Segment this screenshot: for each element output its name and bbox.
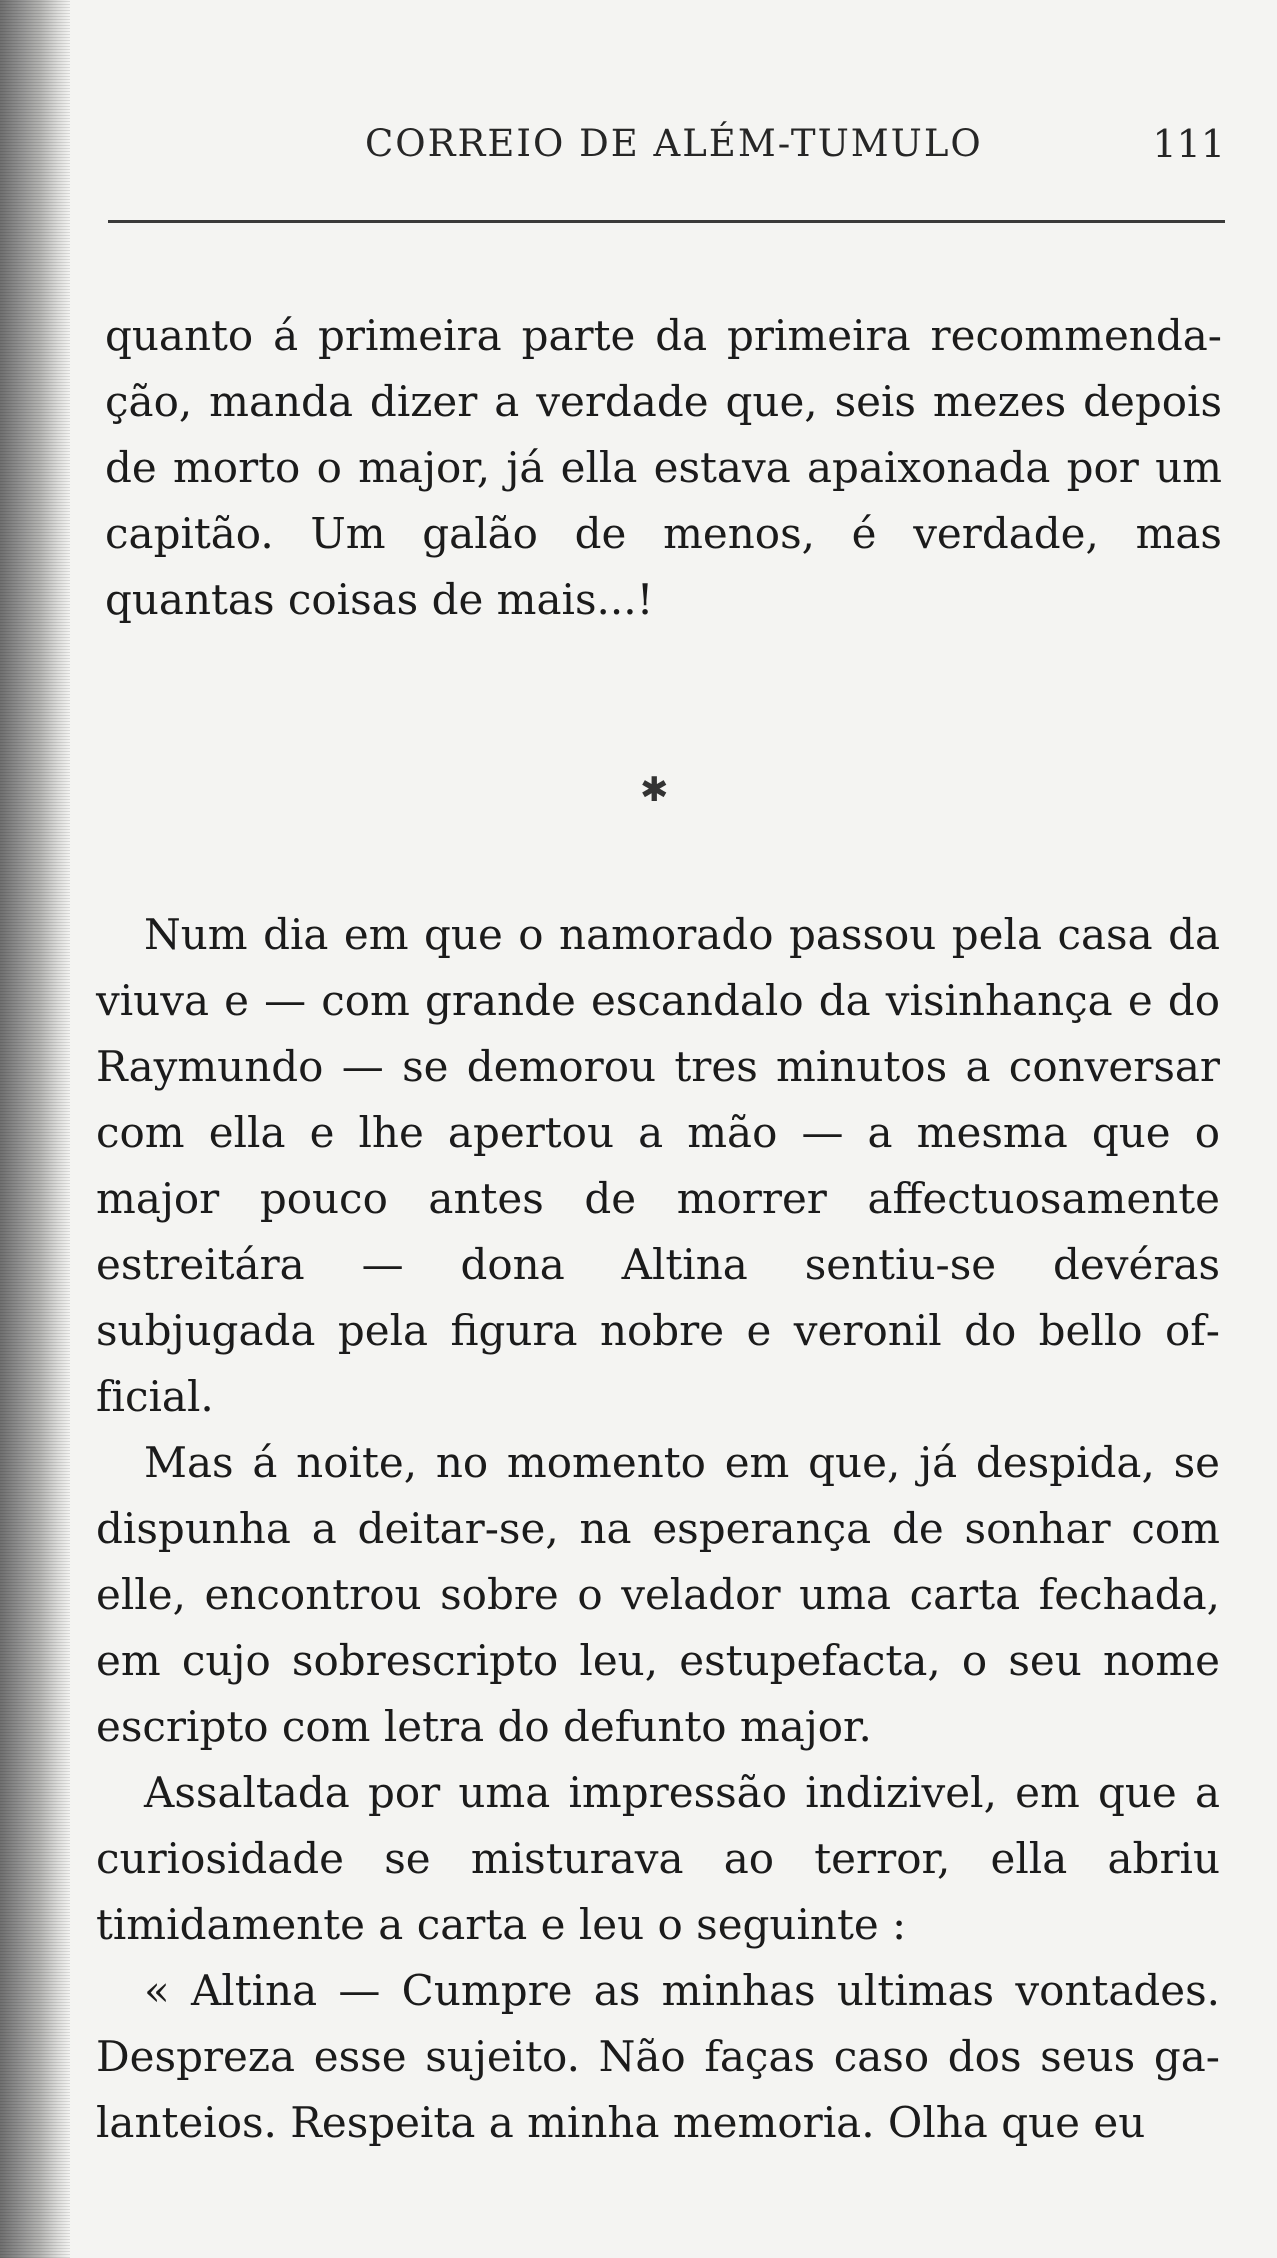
page-number: 111 xyxy=(1152,122,1225,166)
section-ornament-icon: ✱ xyxy=(640,770,669,810)
running-title: CORREIO DE ALÉM-TUMULO xyxy=(365,122,983,165)
paragraph: « Altina — Cumpre as minhas ultimas vontades. Despreza esse sujeito. Não faças caso dos seus galanteios. Respeita a minha memoria. Olha que eu xyxy=(96,1966,1220,2147)
paragraph: quanto á primeira parte da primeira recommendação, manda dizer a verdade que, seis mezes depois de morto o major, já ella estava apaixonada por um capitão. Um galão de menos, é verdade, mas quantas coisas de mais...! xyxy=(105,311,1222,624)
paragraph: Num dia em que o namorado passou pela casa da viuva e — com grande escandalo da visinhança e do Raymundo — se demorou tres minutos a conversar com ella e lhe apertou a mão — a mesma que o major pouco antes de morrer affectuosamente estreitára — dona Altina sentiu-se devéras subjugada pela figura nobre e veronil do bello official. xyxy=(96,910,1220,1421)
running-head xyxy=(100,122,1225,172)
header-rule xyxy=(108,220,1225,223)
continued-paragraph xyxy=(105,303,1222,633)
paragraph: Assaltada por uma impressão indizivel, em que a curiosidade se misturava ao terror, ella abriu timidamente a carta e leu o seguinte : xyxy=(96,1768,1220,1949)
paragraph: Mas á noite, no momento em que, já despida, se dispunha a deitar-se, na esperança de sonhar com elle, encontrou sobre o velador uma carta fechada, em cujo sobrescripto leu, estupefacta, o seu nome escripto com letra do defunto major. xyxy=(96,1438,1220,1751)
main-text xyxy=(96,902,1220,2156)
